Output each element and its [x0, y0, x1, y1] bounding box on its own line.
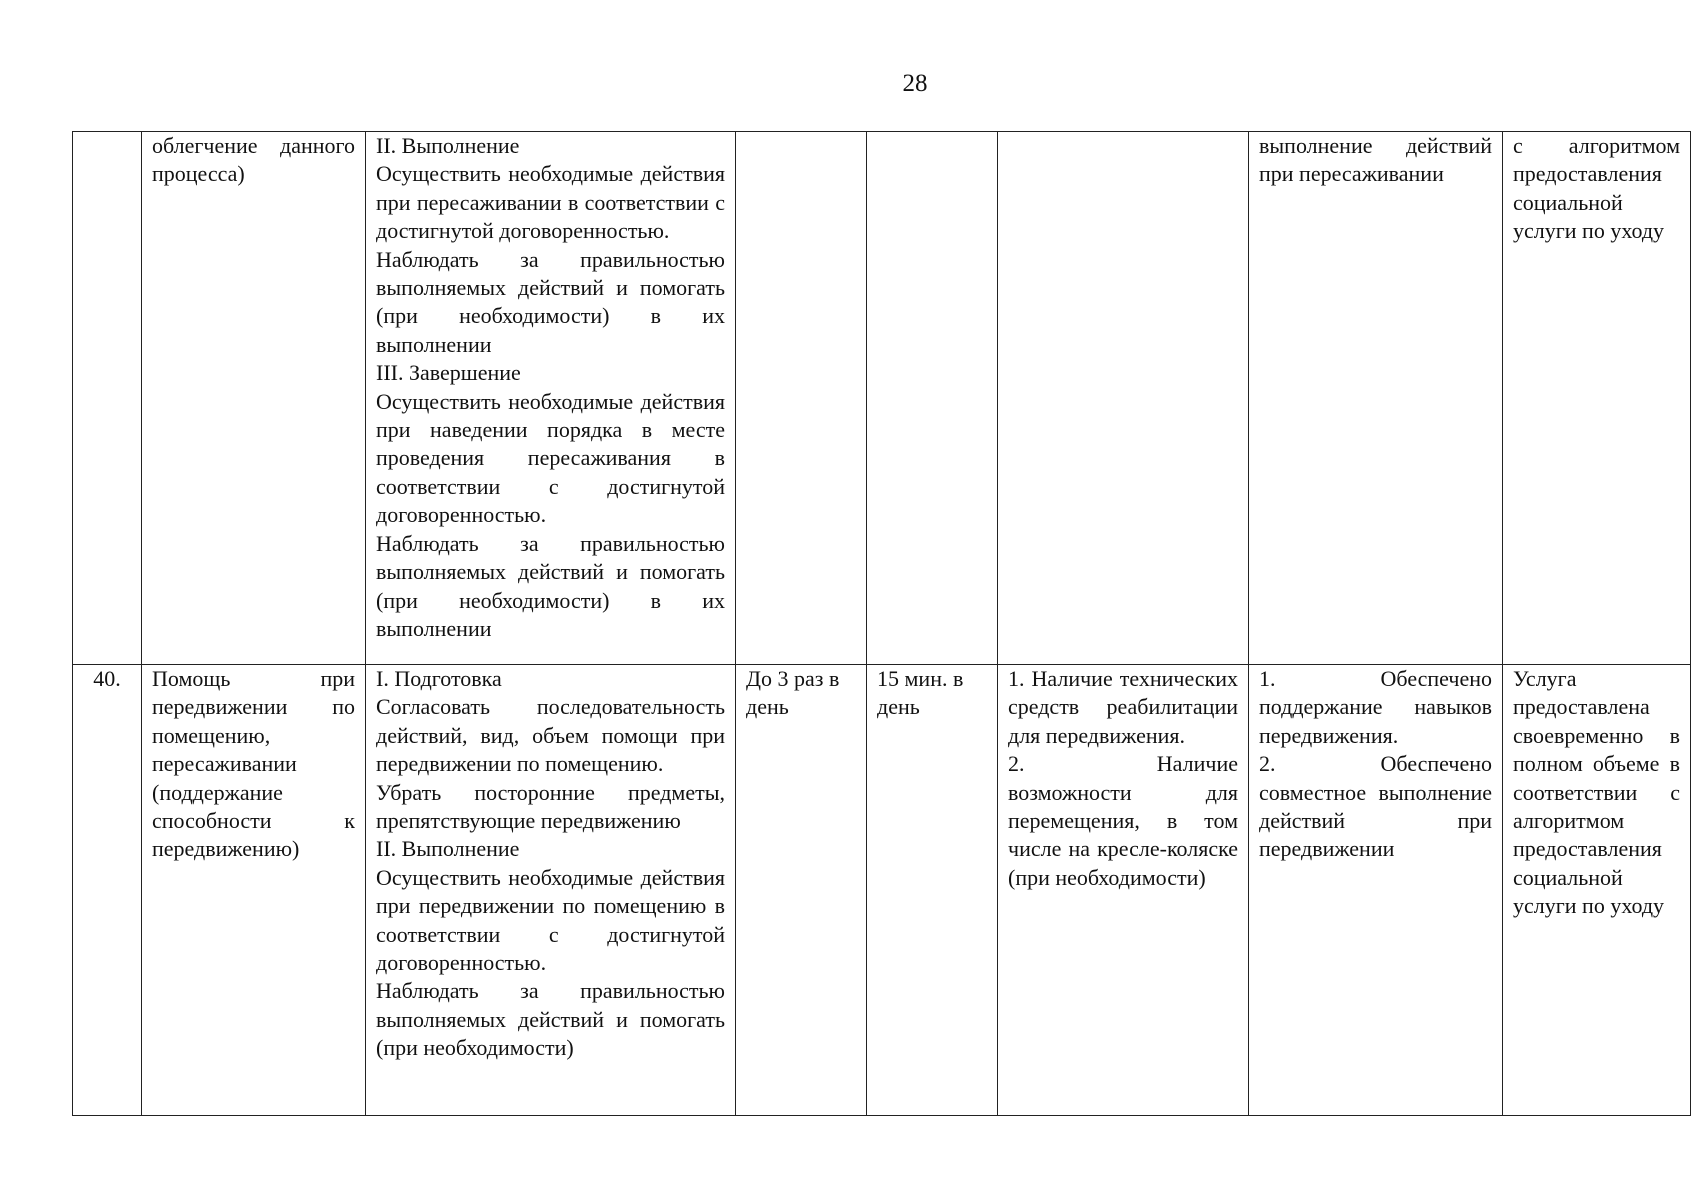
content-line: III. Завершение	[376, 360, 521, 386]
condition-line: 1. Наличие технических средств реабилитации для передвижения.	[1008, 666, 1238, 748]
content-line: Наблюдать за правильностью выполняемых действий и помогать (при необходимости)	[376, 978, 725, 1061]
table-row	[73, 132, 1691, 665]
service-content-cell	[366, 132, 736, 665]
content-line: I. Подготовка	[376, 666, 502, 691]
content-line: II. Выполнение	[376, 133, 520, 158]
table-row	[73, 665, 1691, 1116]
conditions-cell	[998, 132, 1249, 665]
content-line: II. Выполнение	[376, 836, 520, 862]
content-line: Убрать посторонние предметы, препятствующие передвижению	[376, 779, 725, 834]
page-number: 28	[902, 70, 928, 97]
condition-line: 2. Наличие возможности для перемещения, в том числе на кресле-коляске (при необходимости)	[1008, 751, 1238, 890]
result-line: 1. Обеспечено поддержание навыков передвижения.	[1259, 666, 1492, 748]
evaluation-cell: с алгоритмом предоставления социальной услуги по уходу	[1503, 132, 1691, 665]
service-name-cell: Помощь при передвижении по помещению, пересаживании (поддержание способности к передвижению)	[142, 665, 366, 1116]
service-content-cell	[366, 665, 736, 1116]
row-number-cell: 40.	[73, 665, 142, 1116]
frequency-cell	[736, 132, 867, 665]
results-cell: выполнение действий при пересаживании	[1249, 132, 1503, 665]
content-line: Осуществить необходимые действия при передвижении по помещению в соответствии с достигнутой договоренностью.	[376, 864, 725, 976]
content-line: Наблюдать за правильностью выполняемых действий и помогать (при необходимости) в их выполнении	[376, 530, 725, 641]
conditions-cell	[998, 665, 1249, 1116]
content-line: Наблюдать за правильностью выполняемых действий и помогать (при необходимости) в их выполнении	[376, 246, 725, 357]
service-name-cell: облегчение данного процесса)	[142, 132, 366, 665]
frequency-cell: До 3 раз в день	[736, 665, 867, 1116]
services-table	[72, 131, 1691, 1116]
content-line: Осуществить необходимые действия при пересаживании в соответствии с достигнутой договоренностью.	[376, 161, 725, 244]
result-line: 2. Обеспечено совместное выполнение действий при передвижении	[1259, 751, 1492, 862]
evaluation-cell: Услуга предоставлена своевременно в полном объеме в соответствии с алгоритмом предоставления социальной услуги по уходу	[1503, 665, 1691, 1116]
row-number-cell	[73, 132, 142, 665]
content-line: Осуществить необходимые действия при наведении порядка в месте проведения пересаживания в соответствии с достигнутой договоренностью.	[376, 388, 725, 528]
time-cell	[867, 132, 998, 665]
time-cell: 15 мин. в день	[867, 665, 998, 1116]
content-line: Согласовать последовательность действий, вид, объем помощи при передвижении по помещению.	[376, 694, 725, 777]
results-cell	[1249, 665, 1503, 1116]
